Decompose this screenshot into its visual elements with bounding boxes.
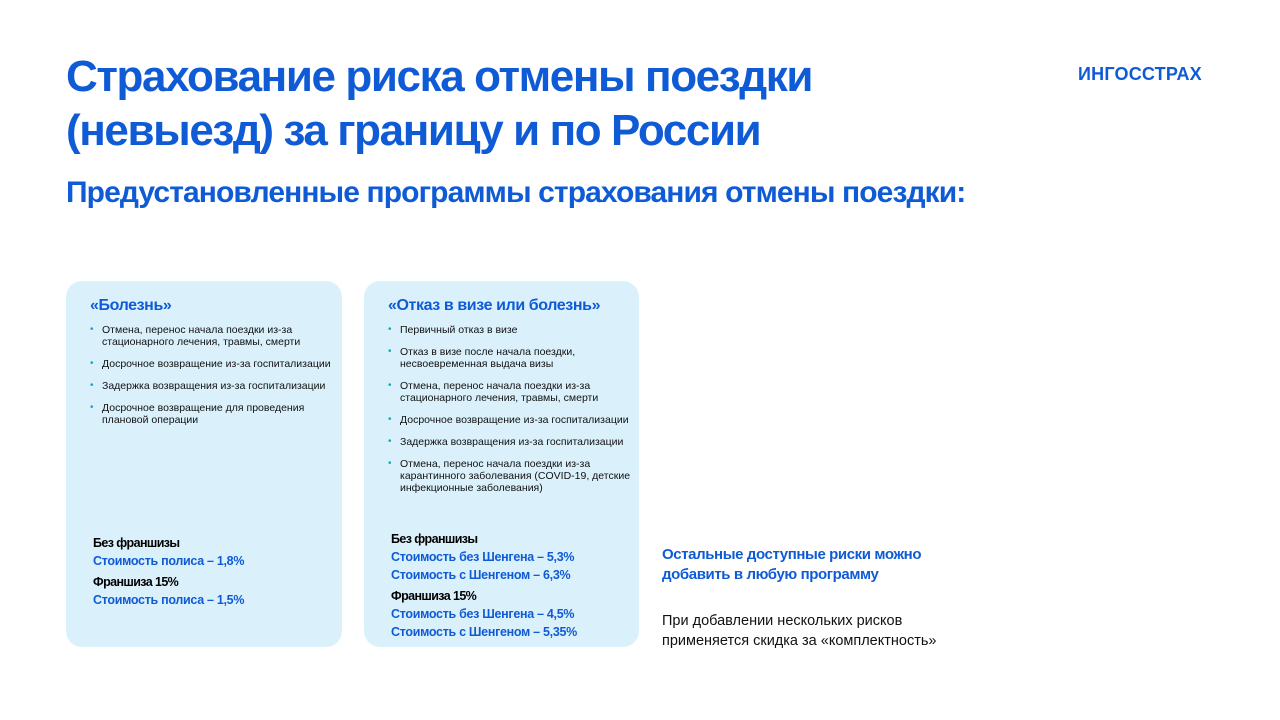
coverage-item: • Отмена, перенос начала поездки из-за стационарного лечения, травмы, смерти (388, 380, 633, 404)
price-value: Стоимость с Шенгеном – 6,3% (391, 568, 571, 582)
ingosstrakh-logo: ИНГОССТРАХ (1078, 64, 1202, 84)
price-value: Стоимость полиса – 1,8% (93, 554, 245, 568)
coverage-item: • Задержка возвращения из-за госпитализации (388, 436, 633, 448)
price-value: Стоимость с Шенгеном – 5,35% (391, 625, 577, 639)
coverage-item: • Отказ в визе после начала поездки, несвоевременная выдача визы (388, 346, 633, 370)
slide-subtitle: Предустановленные программы страхования отмены поездки: (66, 176, 966, 209)
coverage-item: • Отмена, перенос начала поездки из-за карантинного заболевания (COVID-19, детские инфекционные заболевания) (388, 458, 633, 494)
program-title: «Отказ в визе или болезнь» (388, 297, 601, 314)
price-value: Стоимость полиса – 1,5% (93, 593, 245, 607)
price-block (93, 535, 244, 609)
price-heading: Франшиза 15% (93, 575, 179, 589)
coverage-item: • Отмена, перенос начала поездки из-за стационарного лечения, травмы, смерти (90, 324, 335, 348)
program-card-visa-or-illness (364, 281, 639, 647)
discount-note: При добавлении нескольких рисков применяется скидка за «комплектность» (662, 613, 937, 649)
coverage-item: • Первичный отказ в визе (388, 324, 633, 336)
coverage-list (90, 324, 335, 436)
slide-title: Страхование риска отмены поездки (невыезд) за границу и по России (66, 52, 813, 155)
price-value: Стоимость без Шенгена – 5,3% (391, 550, 575, 564)
program-title: «Болезнь» (90, 297, 172, 314)
price-heading: Франшиза 15% (391, 589, 477, 603)
price-heading: Без франшизы (93, 536, 180, 550)
coverage-list (388, 324, 633, 504)
coverage-item: • Досрочное возвращение для проведения плановой операции (90, 402, 335, 426)
price-block (391, 531, 577, 641)
price-value: Стоимость без Шенгена – 4,5% (391, 607, 575, 621)
program-card-illness (66, 281, 342, 647)
coverage-item: • Досрочное возвращение из-за госпитализации (388, 414, 633, 426)
additional-risks-note: Остальные доступные риски можно добавить в любую программу (662, 546, 922, 583)
coverage-item: • Задержка возвращения из-за госпитализации (90, 380, 335, 392)
price-heading: Без франшизы (391, 532, 478, 546)
coverage-item: • Досрочное возвращение из-за госпитализации (90, 358, 335, 370)
